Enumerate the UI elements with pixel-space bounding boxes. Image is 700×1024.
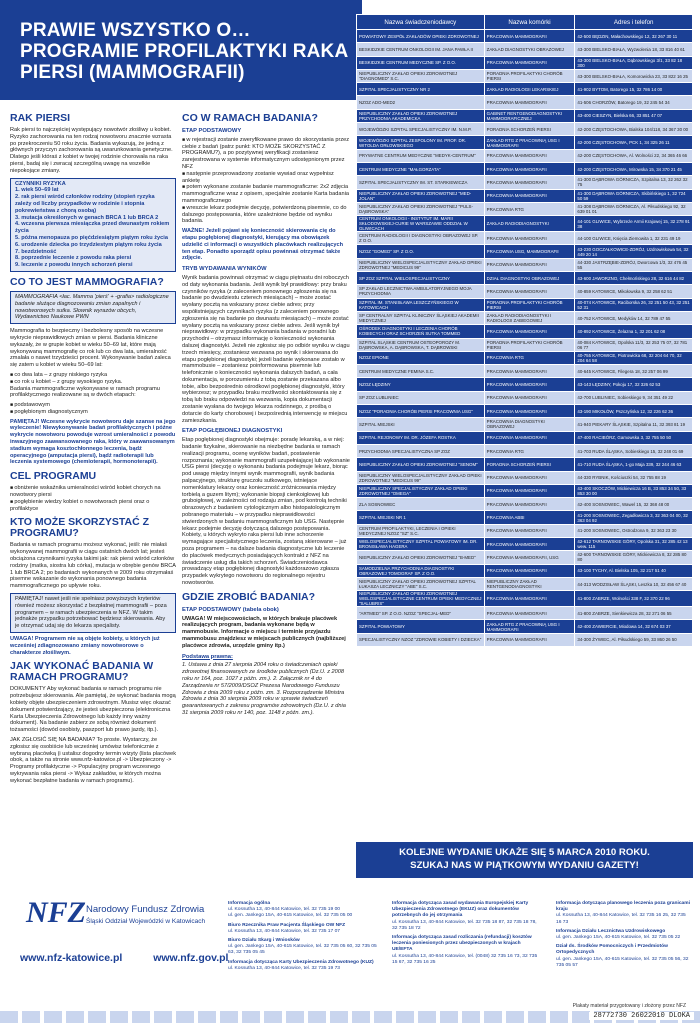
cell-unit: ZAKŁAD RADIODIAGNOSTYKI	[484, 216, 575, 232]
table-row	[357, 431, 693, 444]
col-header-address: Adres i telefon	[575, 15, 693, 30]
nfz-logo	[26, 896, 206, 936]
table-row	[357, 471, 693, 484]
etap1-item: ■ następnie przeprowadzony zostanie wywiad oraz wypełnisz ankietę	[182, 171, 350, 185]
cell-address: 40-755 KATOWICE, Piotrowicka 68, 32 204 64 70, 32 204 64 58	[575, 351, 693, 364]
risk-item: 3. mutacja określonych w genach BRCA 1 lub BRCA 2	[15, 214, 159, 221]
table-row	[357, 83, 693, 96]
cell-address: 41-902 BYTOM, Batorego 15, 32 786 14 00	[575, 83, 693, 96]
cell-provider: SZPITAL SLĄSKIE CENTRUM OSTEOPOROZY M. DĄBROWSKA, A. DĄBROWSKA, T. DĄBROWSKI	[357, 338, 485, 351]
risk-heading: CZYNNIKI RYZYKA	[15, 180, 66, 187]
facilities-table	[356, 14, 693, 647]
cell-unit: PRACOWNIA MAMMOGRAFII	[484, 564, 575, 577]
cell-unit: PRACOWNIA MAMMOGRAFII, USG	[484, 551, 575, 564]
contact-title: Informacja dotycząca zasad rozliczania (refundacji) kosztów leczenia poniesionych przez ubezpieczonych w krajach UE/EFTA	[392, 935, 532, 953]
cell-unit: PRACOWNIA RTG	[484, 444, 575, 457]
tryb-text: Wynik badania powinnaś otrzymać w ciągu piętnastu dni roboczych od daty wykonania badania. Jeśli wynik był prawidłowy: przy braku czynników ryzyka (z zaleceniem ponownego zgłoszenia się na badanie po dwudziestu czterech miesiącach) – może zostać wysłany pocztą na wskazany przez ciebie adres; przy współistniejących czynnikach ryzyka (z zaleceniem ponownego zgłoszenia się na badanie po dwunastu miesiącach) – może zostać wysłany pocztą na wskazany przez ciebie adres. Jeśli wynik był nieprawidłowy: w przypadku wykonania badania w poradni lub przychodni – otrzymasz informację o konieczności wykonania dalszej diagnostyki. Jeżeli nie zgłosisz się po odbiór wyniku w ciągu trzech miesięcy, zostaniesz wezwana po wynik i skierowana do etapu pogłębionej diagnostyki; jeżeli badanie wykonane zostało w mammobusie – zostaniesz poinformowana pisemnie lub telefonicznie o konieczności wykonania dalszych badań, a cała dokumentacja, w porozumieniu z tobą zostanie przekazana albo tobie, albo bezpośrednio ośrodkowi pogłębionej diagnostyki, który wybierzesz; w przypadku braku możliwości skontaktowania się z tobą lub braku odpowiedzi na wezwania, kopia dokumentacji zostanie wysłana do twojego lekarza rodzinnego, z prośbą o dotarcie do karty chorobowej i bezpośrednią interwencję w miejscu zamieszkania.	[182, 274, 350, 424]
wazne-text: WAŻNE! Jeżeli pojawi się konieczność skierowania cię do etapu pogłębionej diagnostyki, kierujący ma obowiązek udzielić ci informacji o wszystkich placówkach realizujących ten etap. Ponadto sporządź opisu powinnaś otrzymać także zdjęcie.	[182, 228, 344, 262]
cell-provider: SP ZOZ SZPITAL WIELOSPECJALISTYCZNY	[357, 272, 485, 285]
page-title: PRAWIE WSZYSTKO O… PROGRAMIE PROFILAKTYKI RAKA PIERSI (MAMMOGRAFII)	[20, 20, 348, 83]
cell-provider: NIEPUBLICZNY ZAKŁAD OPIEKI ZDROWOTNEJ "DIAGNOMED" S.C.	[357, 69, 485, 82]
table-row	[357, 56, 693, 69]
section-title-mammografia: CO TO JEST MAMMOGRAFIA?	[10, 275, 164, 288]
cell-address: 40-859 KATOWICE, Mikołowska 9, 32 258 62 51	[575, 285, 693, 298]
mammo-stage-item: ■ podstawowym	[10, 402, 176, 409]
cell-provider: NZOZ "GOMED" SP. Z O.O.	[357, 245, 485, 258]
cell-unit: DZIAŁ DIAGNOSTYKI OBRAZOWEJ	[484, 272, 575, 285]
cell-address: 42-400 ZAWIERCIE, Miodowa 14, 32 674 03 37	[575, 620, 693, 633]
cell-unit: PRACOWNIA MAMMOGRAFII	[484, 56, 575, 69]
banner-line-1: KOLEJNE WYDANIE UKAŻE SIĘ 5 MARCA 2010 ROKU.	[399, 847, 650, 858]
table-row	[357, 202, 693, 215]
cell-provider: SP ZAKŁAD LECZNICTWA AMBULATORYJNEGO MOJA PRZYCHODNIA	[357, 285, 485, 298]
cell-provider: SZPITAL SPECJALISTYCZNY NR 2	[357, 83, 485, 96]
table-row	[357, 96, 693, 109]
cell-address: 40-752 KATOWICE, Medyków 14, 32 789 47 55	[575, 311, 693, 324]
contact-detail: ul. gen. Jankego 15A, 40-615 Katowice, tel. 32 735 05 00	[228, 913, 353, 919]
cell-address: 44-313 WODZISŁAW ŚLĄSKI, Leszka 10, 32 456 67 40	[575, 577, 693, 590]
etap1-item: ■ potem wykonane zostanie badanie mammograficzne: 2x2 zdjęcia mammograficzne wraz z opisem, specjalnie zostanie Karta badania mammograficznego	[182, 184, 350, 204]
section-title-co: CO W RAMACH BADANIA?	[182, 112, 318, 124]
cell-provider: PRZYCHODNIA SPECJALISTYCZNA SP ZOZ	[357, 444, 485, 457]
cell-address: 40-892 KATOWICE, Żelazna 1, 32 201 62 08	[575, 325, 693, 338]
section-title-gdzie: GDZIE ZROBIĆ BADANIA?	[182, 590, 315, 603]
cell-provider: BESKIDZKIE CENTRUM ONKOLOGII IM. JANA PAWŁA II	[357, 43, 485, 56]
cell-unit: PORADNIA PROFILAKTYKI CHORÓB PIERSI	[484, 338, 575, 351]
cell-address: 44-330 JASTRZĘBIE-ZDRÓJ, Dworcowa 1/3, 32 476 45 55	[575, 258, 693, 271]
cell-unit: ZAKŁAD RTG Z PRACOWNIĄ USG I MAMMOGRAFII	[484, 136, 575, 149]
cell-address: 42-600 TARNOWSKIE GÓRY, Mickiewicza 8, 32 285 80 80	[575, 551, 693, 564]
table-row	[357, 258, 693, 271]
mammo-list-item: ■ co rok u kobiet – z grupy wysokiego ryzyka.	[10, 379, 176, 386]
cell-provider: PRYWATNE CENTRUM MEDYCZNE "MEDYK-CENTRUM"	[357, 149, 485, 162]
kto-note: PAMIĘTAJ! nawet jeśli nie spełniasz powyższych kryteriów równieź możesz skorzystać z bezpłatnej mammografii – poza programem – w ramach ubezpieczenia w NFZ. W takim jednakże przypadku potrzebować będziesz skierowania. Aby je otrzymać udaj się do lekarza specjalisty.	[10, 593, 176, 633]
cell-address: 43-230 GOCZAŁKOWICE-ZDRÓJ, Uzdrowiskowa 54, 32 449 20 14	[575, 245, 693, 258]
cell-provider: NIEPUBLICZNY WIELOSPECJALISTYCZNY ZAKŁAD OPIEKI ZDROWOTNEJ "MEDICUS 99"	[357, 471, 485, 484]
table-row	[357, 633, 693, 646]
table-row	[357, 123, 693, 136]
nfz-logo-mark: NFZ	[26, 896, 86, 929]
mammo-list-item: ■ co dwa lata – z grupy niskiego ryzyka	[10, 372, 176, 379]
cell-unit: PRACOWNIA MAMMOGRAFII	[484, 149, 575, 162]
cell-provider: NIEPUBLICZNY ZAKŁAD OPIEKI ZDROWOTNEJ SZPITAL ŁUKASZA LECZNICZY "ABE" S.C.	[357, 577, 485, 590]
cell-address: 42-200 CZĘSTOCHOWA, Mirowska 15, 34 370 21 45	[575, 162, 693, 175]
cell-unit: NIEPUBLICZNY ZAKŁAD RENTGENODIAGNOSTYKI	[484, 577, 575, 590]
cell-unit: PRACOWNIA MAMMOGRAFII	[484, 471, 575, 484]
col-header-provider: Nazwa świadczeniodawcy	[357, 15, 485, 30]
table-row	[357, 607, 693, 620]
header-banner	[0, 0, 362, 100]
cell-unit: PRACOWNIA MAMMOGRAFII	[484, 30, 575, 43]
footer-contacts-2	[392, 898, 542, 966]
footer-urls	[20, 952, 256, 964]
table-row	[357, 272, 693, 285]
table-row	[357, 551, 693, 564]
next-edition-banner	[356, 842, 693, 878]
etap2-text: Etap pogłębionej diagnostyki obejmuje: poradę lekarską, a w niej: badanie fizykalne, skierowanie na niezbędne badania w ramach realizacji programu, ocenę wyników badań, postawienie rozpoznania; wykonanie mammografii uzupełniającej lub wykonanie USG piersi (decyzję o wykonaniu badania podejmuje lekarz, biorąc pod uwagę między innymi wynik mammografii, wynik badania palpacyjnego, strukturę gruczołu sutkowego, istniejące nomenklatury lekarzy oraz konieczność zróżnicowania między torbielą a guzem litym); wykonanie biopsji cienkoigłowej lub gruboigłowej, w zależności od rodzaju zmian, pod kontrolą techniki obrazowych z badaniem cytologicznym albo histopatologicznym pobranego materiału – w przypadku nieprawidłowości stwierdzonych w badaniu mammograficznym lub USG. Następnie lekarz podejmie decyzję dotyczącą dalszego postępowania. Kobiety, u których wykryto raka piersi lub inne schorzenie wymagające specjalistycznego leczenia, zostaną skierowane – już poza programem – na dalsze badania diagnostyczne lub leczenie do placówek medycznych posiadających kontrakt z NFZ na świadczenie usług dla takich schorzeń. Świadczeniodawca prowadzący etap pogłębionej diagnostyki każdorazowo zgłasza przypadek wykrytego nowotworu do regionalnego rejestru nowotworów.	[182, 437, 350, 586]
cell-unit: PRACOWNIA MAMMOGRAFII	[484, 162, 575, 175]
fine-print: Plakaty materiał przygotowany i złożony przez NFZ	[572, 1003, 686, 1009]
table-row	[357, 498, 693, 511]
cell-address: 41-940 PIEKARY ŚLĄSKIE, Szpitalna 11, 32 393 81 19	[575, 418, 693, 431]
cell-address: 42-500 BĘDZIN, Małachowskiego 12, 32 267 30 11	[575, 30, 693, 43]
cell-address: 40-084 KATOWICE, Opolska 11/3, 32 253 75 07, 32 781 06 77	[575, 338, 693, 351]
cell-address: 43-190 MIKOŁÓW, Pszczyńska 12, 32 226 62 36	[575, 405, 693, 418]
mammo-text-2: Badania mammograficzne wykonywane w ramach programu profilaktycznego realizowane są w dwóch etapach:	[10, 385, 160, 399]
podstawa-heading: Podstawa prawna:	[182, 653, 233, 660]
cell-unit: ZAKŁAD RTG Z PRACOWNIĄ USG I MAMMOGRAFII	[484, 620, 575, 633]
cell-provider: SP CENTRALNY SZPITAL KLINICZNY ŚLĄSKIEJ AKADEMII MEDYCZNEJ	[357, 311, 485, 324]
contact-detail: ul. Kossutha 13, 40-844 Katowice, tel. 32 735 17 07	[228, 928, 341, 934]
gdzie-etap-heading: ETAP PODSTAWOWY (tabela obok)	[182, 606, 279, 613]
link-nfz-gov[interactable]: www.nfz.gov.pl	[153, 952, 229, 964]
cell-address: 42-200 CZĘSTOCHOWA, PCK 1, 34 325 26 11	[575, 136, 693, 149]
cell-provider: POWIATOWY ZESPÓŁ ZAKŁADÓW OPIEKI ZDROWOTNEJ	[357, 30, 485, 43]
cell-provider: CENTRUM PROFILAKTYKI, LECZENIA I OPIEKI MEDYCZNEJ NZOZ "SZ" S.C.	[357, 524, 485, 537]
risk-item: 2. rak piersi wśród członków rodziny (stopień ryzyka zależy od liczby przypadków w rodzinie i stopnia pokrewieństwa z chorą osobą)	[15, 194, 155, 214]
table-row	[357, 232, 693, 245]
cell-unit: PRACOWNIA MAMMOGRAFII	[484, 524, 575, 537]
contact-detail: ul. Kossutha 13, 40-844 Katowice, tel. 32 735 19 73	[228, 965, 341, 971]
cell-provider: SZPITAL IM. STANISŁAWA LESZCZYŃSKIEGO W KATOWICACH	[357, 298, 485, 311]
cell-unit: PORADNIA SCHORZEŃ PIERSI	[484, 123, 575, 136]
risk-item: 5. późna menopauza po pięćdziesiątym piątym roku życia	[15, 234, 168, 241]
cell-unit: PRACOWNIA MAMMOGRAFII	[484, 484, 575, 497]
table-row	[357, 325, 693, 338]
table-row	[357, 285, 693, 298]
cell-unit: PRACOWNIA MAMMOGRAFII	[484, 176, 575, 189]
cell-provider: SP ZOZ LUBLINIEC	[357, 391, 485, 404]
table-row	[357, 564, 693, 577]
cell-address: 43-300 BIELSKO-BIAŁA, Wyzwolenia 18, 33 816 40 61	[575, 43, 693, 56]
cell-address: 40-074 KATOWICE, Raciborska 26, 32 251 50 43, 32 251 52 31	[575, 298, 693, 311]
cell-address: 41-300 DĄBROWA GÓRNICZA, Szpitalna 13, 32 262 32 75	[575, 176, 693, 189]
cell-unit: PRACOWNIA MAMMOGRAFII	[484, 633, 575, 646]
cell-provider: NZOZ ŁĘDZINY	[357, 378, 485, 391]
cell-address: 42-200 CZĘSTOCHOWA, Al. Wolności 22, 34 365 46 66	[575, 149, 693, 162]
cell-unit: PRACOWNIA MAMMOGRAFII	[484, 431, 575, 444]
cell-address: 43-100 TYCHY, Al. Bielska 105, 32 217 51 40	[575, 564, 693, 577]
middle-column	[182, 108, 350, 878]
cell-unit: PORADNIA PROFILAKTYKI CHORÓB PIERSI	[484, 69, 575, 82]
table-row	[357, 43, 693, 56]
jak-zglosic-text: JAK ZGŁOSIĆ SIĘ NA BADANIA? To proste. Wystarczy, że zgłosisz się osobiście lub wcześniej umówisz telefonicznie z wybraną placówką (i ustalisz dogodny termin wizyty (lista placówek obok, a także na stronie www.nfz-katowice.pl -> Ubezpieczony -> Programy profilaktyczne -> Populacyjny program wczesnego wykrywania raka piersi -> Wykaz zakładów, w których można wykonać bezpłatne badania w ramach programu).	[10, 736, 176, 784]
table-row	[357, 311, 693, 324]
table-row	[357, 189, 693, 202]
table-row	[357, 484, 693, 497]
cell-unit: PRACOWNIA MAMMOGRAFII	[484, 325, 575, 338]
table-row	[357, 365, 693, 378]
cell-unit: PRACOWNIA MAMMOGRAFII	[484, 365, 575, 378]
cell-unit: PRACOWNIA MAMMOGRAFII	[484, 607, 575, 620]
contact-title: Informacja dotycząca zasad wydawania Europejskiej Karty Ubezpieczenia Zdrowotnego (EKUZ) oraz dokumentów potrzebnych do jej otrzymania	[392, 901, 529, 919]
contact-title: Informacja dotycząca Karty Ubezpieczenia Zdrowotnego (KUZ)	[228, 959, 374, 965]
contact-detail: ul. gen. Jankego 15A, 40-615 Katowice, tel. 32 735 05 60, 32 735 05 63, 32 735 05 45	[228, 944, 377, 956]
etap1-item: ■ w rejestracji zostanie zweryfikowane prawo do skorzystania przez ciebie z badań (patrz punkt: KTO MOŻE SKORZYSTAĆ Z PROGRAMU?), a po pozytywnej weryfikacji zostaniesz zarejestrowana w systemie informatycznym udostępnionym przez NFZ	[182, 137, 350, 171]
cell-unit: ZAKŁAD RADIOLOGII LEKARSKIEJ	[484, 83, 575, 96]
cell-unit: PRACOWNIA MAMMOGRAFII	[484, 285, 575, 298]
contact-title: Informacja dotycząca planowego leczenia poza granicami kraju	[556, 901, 690, 913]
pamietaj-text: PAMIĘTAJ! Wczesne wykrycie nowotworu daje szanse na jego wyleczenie! Niewykonywanie badań profilaktycznych i późne wykrycie nowotworu powoduje wzrost umieralności z powodu inwazyjnego zaawansowanego raka, który w zaawansowanym stadium wymaga kosztochłonnego leczenia, bądź operacyjnego (amputacja piersi), bądź radioterapii lub leczenia systemowego (chemioterapii, hormonoterapii).	[10, 418, 176, 466]
cell-provider: NIEPUBLICZNY ZAKŁAD OPIEKI ZDROWOTNEJ WIELOSPECJALISTYCZNE CENTRUM OPIEKI MEDYCZNEJ "SALUBRIS"	[357, 591, 485, 607]
cell-unit: ZAKŁAD DIAGNOSTYKI OBRAZOWEJ	[484, 43, 575, 56]
cell-unit: PRACOWNIA USG, MAMMOGRAFII	[484, 245, 575, 258]
cell-address: 41-308 DĄBROWA GÓRNICZA, Al. Piłsudskiego 92, 32 639 01 01	[575, 202, 693, 215]
table-row	[357, 591, 693, 607]
cell-address: 41-200 SOSNOWIEC, Zegadłowicza 3, 32 363 04 00, 32 363 04 92	[575, 511, 693, 524]
footer-contacts-3	[556, 898, 692, 969]
etap-poglebiony-heading: ETAP POGŁĘBIONEJ DIAGNOSTYKI	[182, 428, 283, 435]
section-title-rak: RAK PIERSI	[10, 112, 71, 124]
cell-provider: WIELOSPECJALISTYCZNY SZPITAL POWIATOWY IM. DR. BRONISŁAWA HAGERA	[357, 537, 485, 550]
cell-unit: PRACOWNIA MAMMOGRAFII	[484, 232, 575, 245]
cell-unit: PRACOWNIA MAMMOGRAFII	[484, 405, 575, 418]
table-body	[357, 30, 693, 647]
print-code: 28772730 26022010 DLOKA	[589, 1012, 694, 1020]
risk-item: 6. urodzenie dziecka po trzydziestym piątym roku życia	[15, 241, 162, 248]
cell-unit: PRACOWNIA MAMMOGRAFII	[484, 591, 575, 607]
section-title-jak: JAK WYKONAĆ BADANIA W RAMACH PROGRAMU?	[10, 660, 154, 684]
table-row	[357, 351, 693, 364]
mammo-definition-box: MAMMOGRAFIA <łac. Mamma 'pierś' + -grafia> radiologiczne badanie służące diagnozowaniu zmian zapalnych i nowotworowych sutka. Słownik wyrazów obcych, Wydawnictwo Naukowe PWN	[10, 291, 176, 324]
risk-box	[10, 178, 176, 272]
tryb-heading: TRYB WYDAWANIA WYNIKÓW	[182, 266, 267, 273]
cell-provider: SZPITAL SPECJALISTYCZNY IM. ST. STARKIEWICZA	[357, 176, 485, 189]
col-header-unit: Nazwa komórki	[484, 15, 575, 30]
table-row	[357, 511, 693, 524]
section-title-cel: CEL PROGRAMU	[10, 470, 97, 483]
cell-unit: PRACOWNIA DIAGNOSTYKI OBRAZOWEJ	[484, 418, 575, 431]
cell-unit: PRACOWNIA RTG	[484, 351, 575, 364]
table-row	[357, 245, 693, 258]
cell-address: 40-645 KATOWICE, Filegera 18, 32 257 06 99	[575, 365, 693, 378]
risk-item: 1. wiek 50–69 lat	[15, 187, 59, 194]
risk-item: 9. leczenie z powodu innych schorzeń piersi	[15, 262, 133, 269]
cell-address: 47-400 RACIBÓRZ, Gamowska 3, 32 755 50 50	[575, 431, 693, 444]
kto-text: Badania w ramach programu możesz wykonać, jeśli: nie miałaś wykonywanej mammografii w ciągu ostatnich dwóch lat; jesteś obciążona czynnikami ryzyka takimi jak: rak piersi wśród członków rodziny (matka, siostra lub córka), mutacja w obrębie genów BRCA 1 lub BRCA 2; po badaniach wykonanych w 2009 roku otrzymałaś pisemne wskazanie do wykonania ponownego badania mammograficznego po upływie roku.	[10, 542, 176, 590]
cell-provider: CENTRUM RADIOLOGII I DIAGNOSTYKI OBRAZOWEJ SP. Z O.O.	[357, 232, 485, 245]
risk-item: 8. poprzednie leczenie z powodu raka piersi	[15, 255, 132, 262]
link-nfz-katowice[interactable]: www.nfz-katowice.pl	[20, 952, 123, 964]
table-row	[357, 620, 693, 633]
cell-address: 42-700 LUBLINIEC, Sobieskiego 9, 34 351 49 22	[575, 391, 693, 404]
cell-provider: NZOZ EPIONE	[357, 351, 485, 364]
cell-unit: PRACOWNIA MAMMOGRAFII	[484, 378, 575, 391]
cell-unit: PRACOWNIA MAMMOGRAFII	[484, 391, 575, 404]
cell-unit: PRACOWNIA MAMMOGRAFII	[484, 96, 575, 109]
table-row	[357, 136, 693, 149]
cell-provider: SZPITAL MIEJSKI	[357, 418, 485, 431]
podstawa-text: 1. Ustawa z dnia 27 sierpnia 2004 roku o świadczeniach opieki zdrowotnej finansowanych ze środków publicznych (Dz.U. z 2008 roku nr 164, poz. 1027 z późn. zm.). 2. Załącznik nr 4 do Zarządzenia nr 57/2009/DSOZ Prezesa Narodowego Funduszu Zdrowia z dnia 2009 roku z późn. zm. 3. Rozporządzenie Ministra Zdrowia z dnia 30 sierpnia 2009 roku w sprawie świadczeń gwarantowanych z zakresu programów zdrowotnych (Dz.U. z dnia 31 sierpnia 2009 roku nr 140, poz. 1148 z późn. zm.).	[182, 662, 346, 716]
cell-address: 43-400 CIESZYN, Bielska 66, 33 851 47 07	[575, 109, 693, 122]
cell-provider: CENTRUM ONKOLOGII - INSTYTUT IM. MARII SKŁODOWSKIEJ-CURIE W WARSZAWIE ODDZIAŁ W GLIWICACH	[357, 216, 485, 232]
rak-text: Rak piersi to najczęściej występujący nowotwór złośliwy u kobiet. Ryzyko zachorowania na ten rodzaj nowotworu znacznie wzrasta po przekroczeniu 50 roku życia. Badania wykazują, że jedną z głównych przyczyn zachorowania są uwarunkowania genetyczne. Dlatego jeśli któraś z kobiet w twojej rodzinie chorowała na raka piersi, badaj się i zwracaj szczególną uwagę na wszelkie niepokojące zmiany.	[10, 127, 173, 174]
logo-subtitle: Śląski Oddział Wojewódzki w Katowicach	[86, 918, 206, 925]
contact-detail: ul. gen. Jankego 15A, 40-615 Katowice, tel. 32 735 05 56, 32 735 05 57	[556, 956, 689, 968]
table-row	[357, 176, 693, 189]
cell-address: 43-143 ŁĘDZINY, Pokoju 17, 32 326 62 53	[575, 378, 693, 391]
cell-unit: PRACOWNIA MAMMOGRAFII	[484, 258, 575, 271]
cell-address: 43-300 BIELSKO-BIAŁA, Dąbrowskiego 3/1, 33 82 18 300	[575, 56, 693, 69]
cell-address: 34-300 ŻYWIEC, Al. Piłsudskiego 59, 33 860 26 50	[575, 633, 693, 646]
cell-unit: PRACOWNIA ABBI	[484, 511, 575, 524]
etap-podstawowy-heading: ETAP PODSTAWOWY	[182, 128, 242, 134]
cell-provider: BESKIDZKIE CENTRUM MEDYCZNE SP. Z O.O.	[357, 56, 485, 69]
cel-item: ■ pogłębienie wiedzy kobiet o nowotworach piersi oraz o profilaktyce	[10, 499, 176, 513]
section-title-kto: KTO MOŻE SKORZYSTAĆ Z PROGRAMU?	[10, 516, 150, 540]
footer-contacts-1	[228, 898, 378, 972]
cell-provider: SPECJALISTYCZNY NZOZ "ZDROWIE KOBIETY I DZIECKA"	[357, 633, 485, 646]
cell-provider: NIEPUBLICZNY ZAKŁAD OPIEKI ZDROWOTNEJ "B-MED"	[357, 551, 485, 564]
cell-address: 41-800 ZABRZE, Sienkiewicza 28, 32 271 06 55	[575, 607, 693, 620]
table-row	[357, 458, 693, 471]
table-row	[357, 338, 693, 351]
table-row	[357, 577, 693, 590]
table-row	[357, 162, 693, 175]
cell-unit: ZAKŁAD RADIODIAGNOSTYKI I RADIOLOGII ZABIEGOWEJ	[484, 311, 575, 324]
cell-provider: SZPITAL MIEJSKI NR 1	[357, 511, 485, 524]
table-row	[357, 537, 693, 550]
cell-provider: CENTRUM MEDYCZNE "MAŁGORZATA"	[357, 162, 485, 175]
cell-address: 42-200 CZĘSTOCHOWA, Bialska 104/118, 34 367 30 00	[575, 123, 693, 136]
cell-provider: WOJEWÓDZKI SZPITAL SPECJALISTYCZNY IM. N.M.P.	[357, 123, 485, 136]
cell-provider: SZPITAL POWIATOWY	[357, 620, 485, 633]
table-row	[357, 216, 693, 232]
cell-provider: WOJEWÓDZKI SZPITAL ZESPOLONY IM. PROF. DR. WITOLDA ORŁOWSKIEGO	[357, 136, 485, 149]
cell-address: 41-300 DĄBROWA GÓRNICZA, Skibińskiego 1, 32 724 50 59	[575, 189, 693, 202]
cell-address: 41-703 RUDA ŚLĄSKA, Sobieskiego 15, 32 248 01 69	[575, 444, 693, 457]
mammo-stage-item: ■ pogłębionym diagnostycznym	[10, 409, 176, 416]
contact-detail: ul. Kossutha 13, 40-844 Katowice, tel. 32 735 16 25, 32 735 16 73	[556, 913, 686, 925]
risk-item: 4. wczesna pierwsza miesiączka przed dwunastym rokiem życia	[15, 221, 170, 235]
banner-line-2: SZUKAJ NAS W PIĄTKOWYM WYDANIU GAZETY!	[410, 860, 639, 871]
cell-address: 42-612 TARNOWSKIE GÓRY, Opolska 31, 32 285 42 13 wew. 115	[575, 537, 693, 550]
cell-unit: PRACOWNIA RTG	[484, 202, 575, 215]
uwaga-text: UWAGA! Programem nie są objęte kobiety, u których już wcześniej zdiagnozowano zmiany nowotworowe o charakterze złośliwym.	[10, 636, 160, 656]
contact-title: Biuro Działu Skarg i Wniosków	[228, 938, 300, 944]
table-row	[357, 30, 693, 43]
cell-provider: NIEPUBLICZNY ZAKŁAD OPIEKI ZDROWOTNEJ PRZYCHODNIA AKADEMICKA	[357, 109, 485, 122]
gdzie-text: UWAGA! W miejscowościach, w których brakuje placówek realizujących program, badania wykonane będą w mammobusie. Informacje o miejscu i terminie przyjazdu mammobusu znajdziesz w miejscach publicznych (najbliższej placówce zdrowia, urzędzie gminy itp.)	[182, 615, 346, 649]
cell-provider: CENTRUM MEDYCZNE FEMINA S.C.	[357, 365, 485, 378]
cell-provider: NIEPUBLICZNY SPECJALISTYCZNY ZAKŁAD OPIEKI ZDROWOTNEJ "OMEGA"	[357, 484, 485, 497]
footer	[0, 882, 700, 1024]
cell-unit: PRACOWNIA MAMMOGRAFII	[484, 498, 575, 511]
cell-provider: NZOZ ADO-MED2	[357, 96, 485, 109]
contact-detail: ul. Kossutha 13, 40-844 Katowice, tel. 32 735 18 87, 32 735 18 78, 32 735 18 72	[392, 919, 537, 931]
cell-address: 43-400 SKOCZÓW, Mickiewicza 16 B, 33 853 34 50, 33 853 30 00	[575, 484, 693, 497]
cell-provider: NIEPUBLICZNY ZAKŁAD OPIEKI ZDROWOTNEJ "PULS-DĄBROWSKA"	[357, 202, 485, 215]
cell-address: 44-101 GLIWICE, Wybrzeże Armii Krajowej 15, 32 278 91 38	[575, 216, 693, 232]
cell-unit: PRACOWNIA MAMMOGRAFII	[484, 537, 575, 550]
cell-provider: NZOZ "PORADNIA CHORÓB PIERSI PRACOWNIA USG"	[357, 405, 485, 418]
cell-unit: PRACOWNIA MAMMOGRAFII	[484, 189, 575, 202]
mammo-text: Mammografia to bezpieczny i bezbolesny sposób na wczesne wykrycie nieprawidłowych zmian w piersi. Badania kliniczne wykazały, że w grupie kobiet w wieku 50–69 lat, które mają wykonywaną mammografię co rok lub co dwa lata, umieralność zmalała o nawet trzydzieści procent. Wykonywanie badań zaleca się zatem u kobiet w wieku 50–69 lat:	[10, 328, 171, 369]
contact-title: Informacja ogólna	[228, 901, 271, 906]
risk-item: 7. bezdzietność	[15, 248, 57, 255]
table-row	[357, 69, 693, 82]
cell-address: 43-600 JAWORZNO, Chełmońskiego 28, 32 616 44 82	[575, 272, 693, 285]
cell-unit: PORADNIA SCHORZEŃ PIERSI	[484, 458, 575, 471]
etap1-item: ■ wreszcie lekarz podejmie decyzję, potwierdzoną pisemnie, co do dalszego postępowania, które uzależnione będzie od wyniku badania.	[182, 205, 350, 225]
table-row	[357, 298, 693, 311]
cell-provider: OŚRODEK DIAGNOSTYKI I LECZENIA CHORÓB KOBIECYCH ORAZ SCHORZEŃ SUTKA TOMMED	[357, 325, 485, 338]
cell-provider: NIEPUBLICZNY ZAKŁAD OPIEKI ZDROWOTNEJ "MED-JOLAN"	[357, 189, 485, 202]
cell-address: 42-400 SOSNOWIEC, Wawel 15, 32 368 48 00	[575, 498, 693, 511]
contact-title: Biuro Rzecznika Praw Pacjenta Śląskiego OW NFZ	[228, 922, 346, 928]
cell-address: 41-710 RUDA ŚLĄSKA, 1-go Maja 339, 32 244 46 63	[575, 458, 693, 471]
cell-provider: ZLA SOSNOWIEC	[357, 498, 485, 511]
table-row	[357, 405, 693, 418]
contact-detail: ul. Kossutha 13, 40-844 Katowice, tel. 32 735 19 00	[228, 907, 341, 913]
table-row	[357, 418, 693, 431]
table-row	[357, 524, 693, 537]
cell-address: 41-506 CHORZÓW, Batorego 19, 32 245 54 34	[575, 96, 693, 109]
cell-provider: SZPITAL REJONOWY IM. DR. JÓZEFA ROSTKA	[357, 431, 485, 444]
table-row	[357, 109, 693, 122]
contact-detail: ul. Kossutha 13, 40-844 Katowice, tel. (0048) 32 735 16 73, 32 735 15 67, 32 735 16 25	[392, 953, 538, 965]
cell-address: 44-100 GLIWICE, Księcia Ziemowita 1, 32 231 49 19	[575, 232, 693, 245]
cell-unit: GABINET RENTGENODIAGNOSTYKI MAMMOGRAFICZNEJ	[484, 109, 575, 122]
jak-text: DOKUMENTY Aby wykonać badania w ramach programu nie potrzebujesz skierowania. Ale pamiętaj, że wykonać badania mogą kobiety objęte ubezpieczeniem zdrowotnym. Musisz więc okazać dokument potwierdzający, że jesteś ubezpieczona (elektroniczna Karta Ubezpieczenia Zdrowotnego lub każdy inny ważny dokument). Na badanie zabierz ze sobą również dokument tożsamości (dowód osobisty, paszport lub prawo jazdy, itp.).	[10, 686, 176, 734]
contact-title: Dział ds. Środków Pomocniczych i Przedmiotów Ortopedycznych	[556, 944, 668, 956]
cell-unit: PORADNIA PROFILAKTYKI CHORÓB PIERSI	[484, 298, 575, 311]
cell-address: 43-300 BIELSKO-BIAŁA, Komorowicka 23, 33 822 16 25	[575, 69, 693, 82]
contact-title: Informacja Działu Lecznictwa Uzdrowiskowego	[556, 928, 666, 934]
cell-provider: "ARTMED" SP. Z O.O. NZOZ "SPECJAL-MED"	[357, 607, 485, 620]
cel-item: ■ obniżenie wskaźnika umieralności wśród kobiet chorych na nowotwory piersi	[10, 485, 176, 499]
table-header-row	[357, 15, 693, 30]
table-row	[357, 444, 693, 457]
table-row	[357, 378, 693, 391]
cell-provider: SAMODZIELNA PRZYCHODNIA DIAGNOSTYKI OBRAZOWEJ TOMOGRAF SP. Z O.O.	[357, 564, 485, 577]
logo-name: Narodowy Fundusz Zdrowia	[86, 904, 205, 915]
contact-detail: ul. gen. Jankego 15A, 40-615 Katowice, tel. 32 735 05 22	[556, 935, 681, 941]
cell-provider: NIEPUBLICZNY ZAKŁAD OPIEKI ZDROWOTNEJ "SENOM"	[357, 458, 485, 471]
cell-provider: NIEPUBLICZNY WIELOSPECJALISTYCZNY ZAKŁAD OPIEKI ZDROWOTNEJ "MEDICUS 99"	[357, 258, 485, 271]
left-column	[10, 108, 176, 878]
table-row	[357, 149, 693, 162]
cell-address: 41-800 ZABRZE, Wolności 338 F, 32 370 22 96	[575, 591, 693, 607]
table-row	[357, 391, 693, 404]
cell-address: 44-330 RYBNIK, Kościuszki 54, 32 755 88 19	[575, 471, 693, 484]
cell-address: 41-200 SOSNOWIEC, Ostrodzona 9, 32 363 23 30	[575, 524, 693, 537]
